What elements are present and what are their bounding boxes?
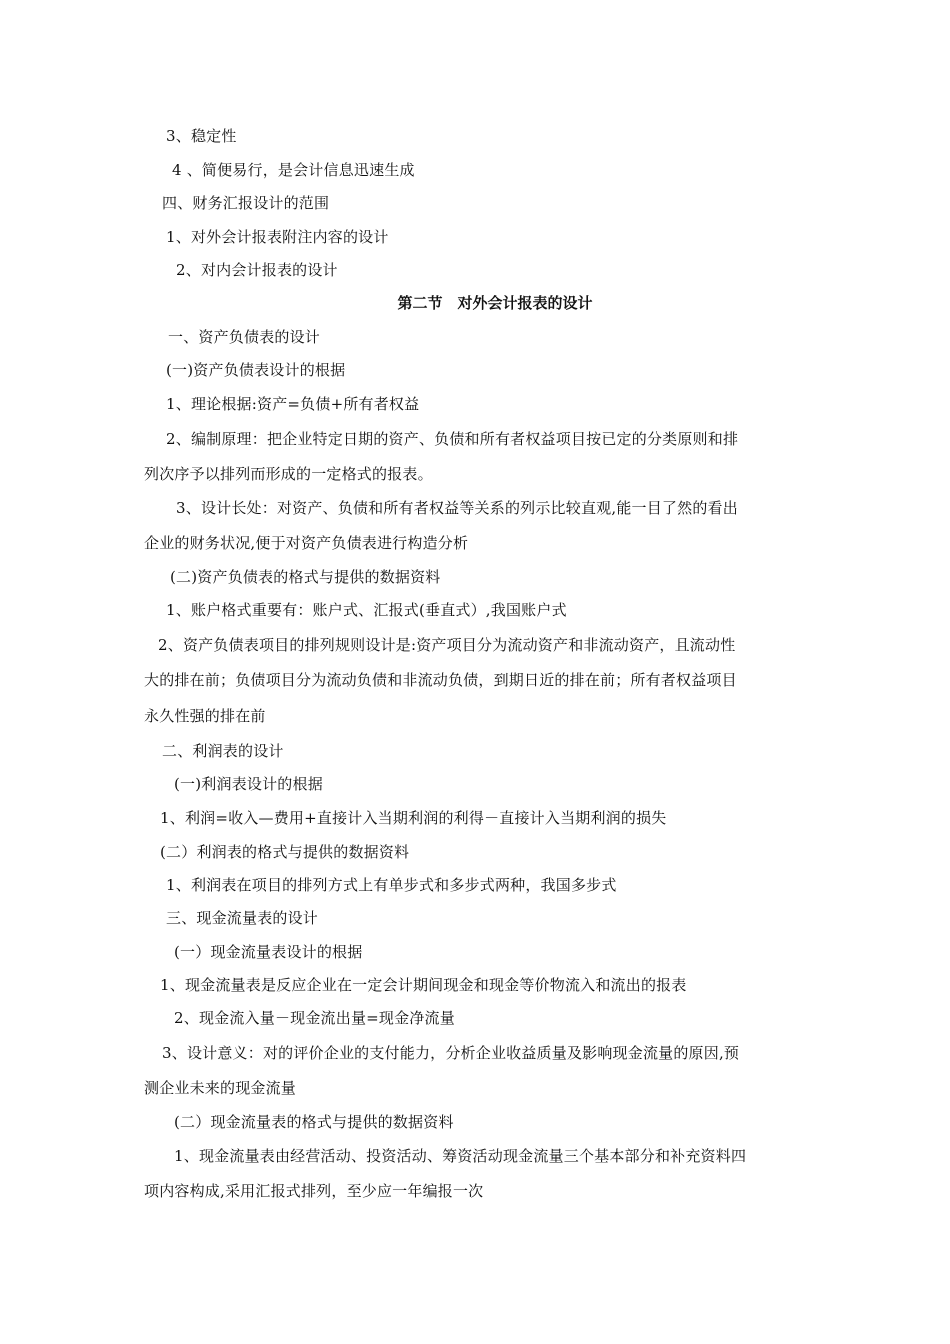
text-line: 测企业未来的现金流量	[144, 1079, 297, 1097]
text-line: 2、编制原理：把企业特定日期的资产、负债和所有者权益项目按已定的分类原则和排	[166, 430, 739, 448]
text-line: 永久性强的排在前	[144, 707, 266, 725]
text-line: 2、资产负债表项目的排列规则设计是:资产项目分为流动资产和非流动资产，且流动性	[158, 636, 736, 654]
text-line: 1、对外会计报表附注内容的设计	[166, 228, 389, 246]
text-line: 3、设计意义：对的评价企业的支付能力，分析企业收益质量及影响现金流量的原因,预	[162, 1044, 740, 1062]
text-line: (二）利润表的格式与提供的数据资料	[160, 843, 410, 861]
text-line: 企业的财务状况,便于对资产负债表进行构造分析	[144, 534, 469, 552]
text-line: 二、利润表的设计	[162, 742, 284, 760]
text-line: (二）现金流量表的格式与提供的数据资料	[174, 1113, 454, 1131]
text-line: 三、现金流量表的设计	[166, 909, 319, 927]
text-line: 4 、简便易行，是会计信息迅速生成	[172, 161, 415, 179]
text-line: (二)资产负债表的格式与提供的数据资料	[170, 568, 441, 586]
text-line: 2、现金流入量－现金流出量=现金净流量	[174, 1009, 455, 1027]
text-line: 1、理论根据:资产=负债+所有者权益	[166, 395, 420, 413]
text-line: 四、财务汇报设计的范围	[162, 194, 330, 212]
text-line: (一)资产负债表设计的根据	[166, 361, 346, 379]
text-line: 一、资产负债表的设计	[168, 328, 321, 346]
text-line: 3、设计长处：对资产、负债和所有者权益等关系的列示比较直观,能一目了然的看出	[176, 499, 738, 517]
text-line: 1、利润表在项目的排列方式上有单步式和多步式两种，我国多步式	[166, 876, 617, 894]
text-line: 1、账户格式重要有：账户式、汇报式(垂直式）,我国账户式	[166, 601, 567, 619]
text-line: 1、现金流量表由经营活动、投资活动、筹资活动现金流量三个基本部分和补充资料四	[174, 1147, 747, 1165]
text-line: 大的排在前；负债项目分为流动负债和非流动负债，到期日近的排在前；所有者权益项目	[144, 671, 737, 689]
section-heading: 第二节 对外会计报表的设计	[397, 294, 593, 312]
text-line: 项内容构成,采用汇报式排列，至少应一年编报一次	[144, 1182, 484, 1200]
text-line: 1、现金流量表是反应企业在一定会计期间现金和现金等价物流入和流出的报表	[160, 976, 687, 994]
text-line: 3、稳定性	[166, 127, 237, 145]
text-line: 2、对内会计报表的设计	[176, 261, 338, 279]
text-line: 列次序予以排列而形成的一定格式的报表。	[144, 465, 433, 483]
text-line: 1、利润=收入—费用+直接计入当期利润的利得－直接计入当期利润的损失	[160, 809, 667, 827]
text-line: (一）现金流量表设计的根据	[174, 943, 363, 961]
text-line: (一)利润表设计的根据	[174, 775, 323, 793]
